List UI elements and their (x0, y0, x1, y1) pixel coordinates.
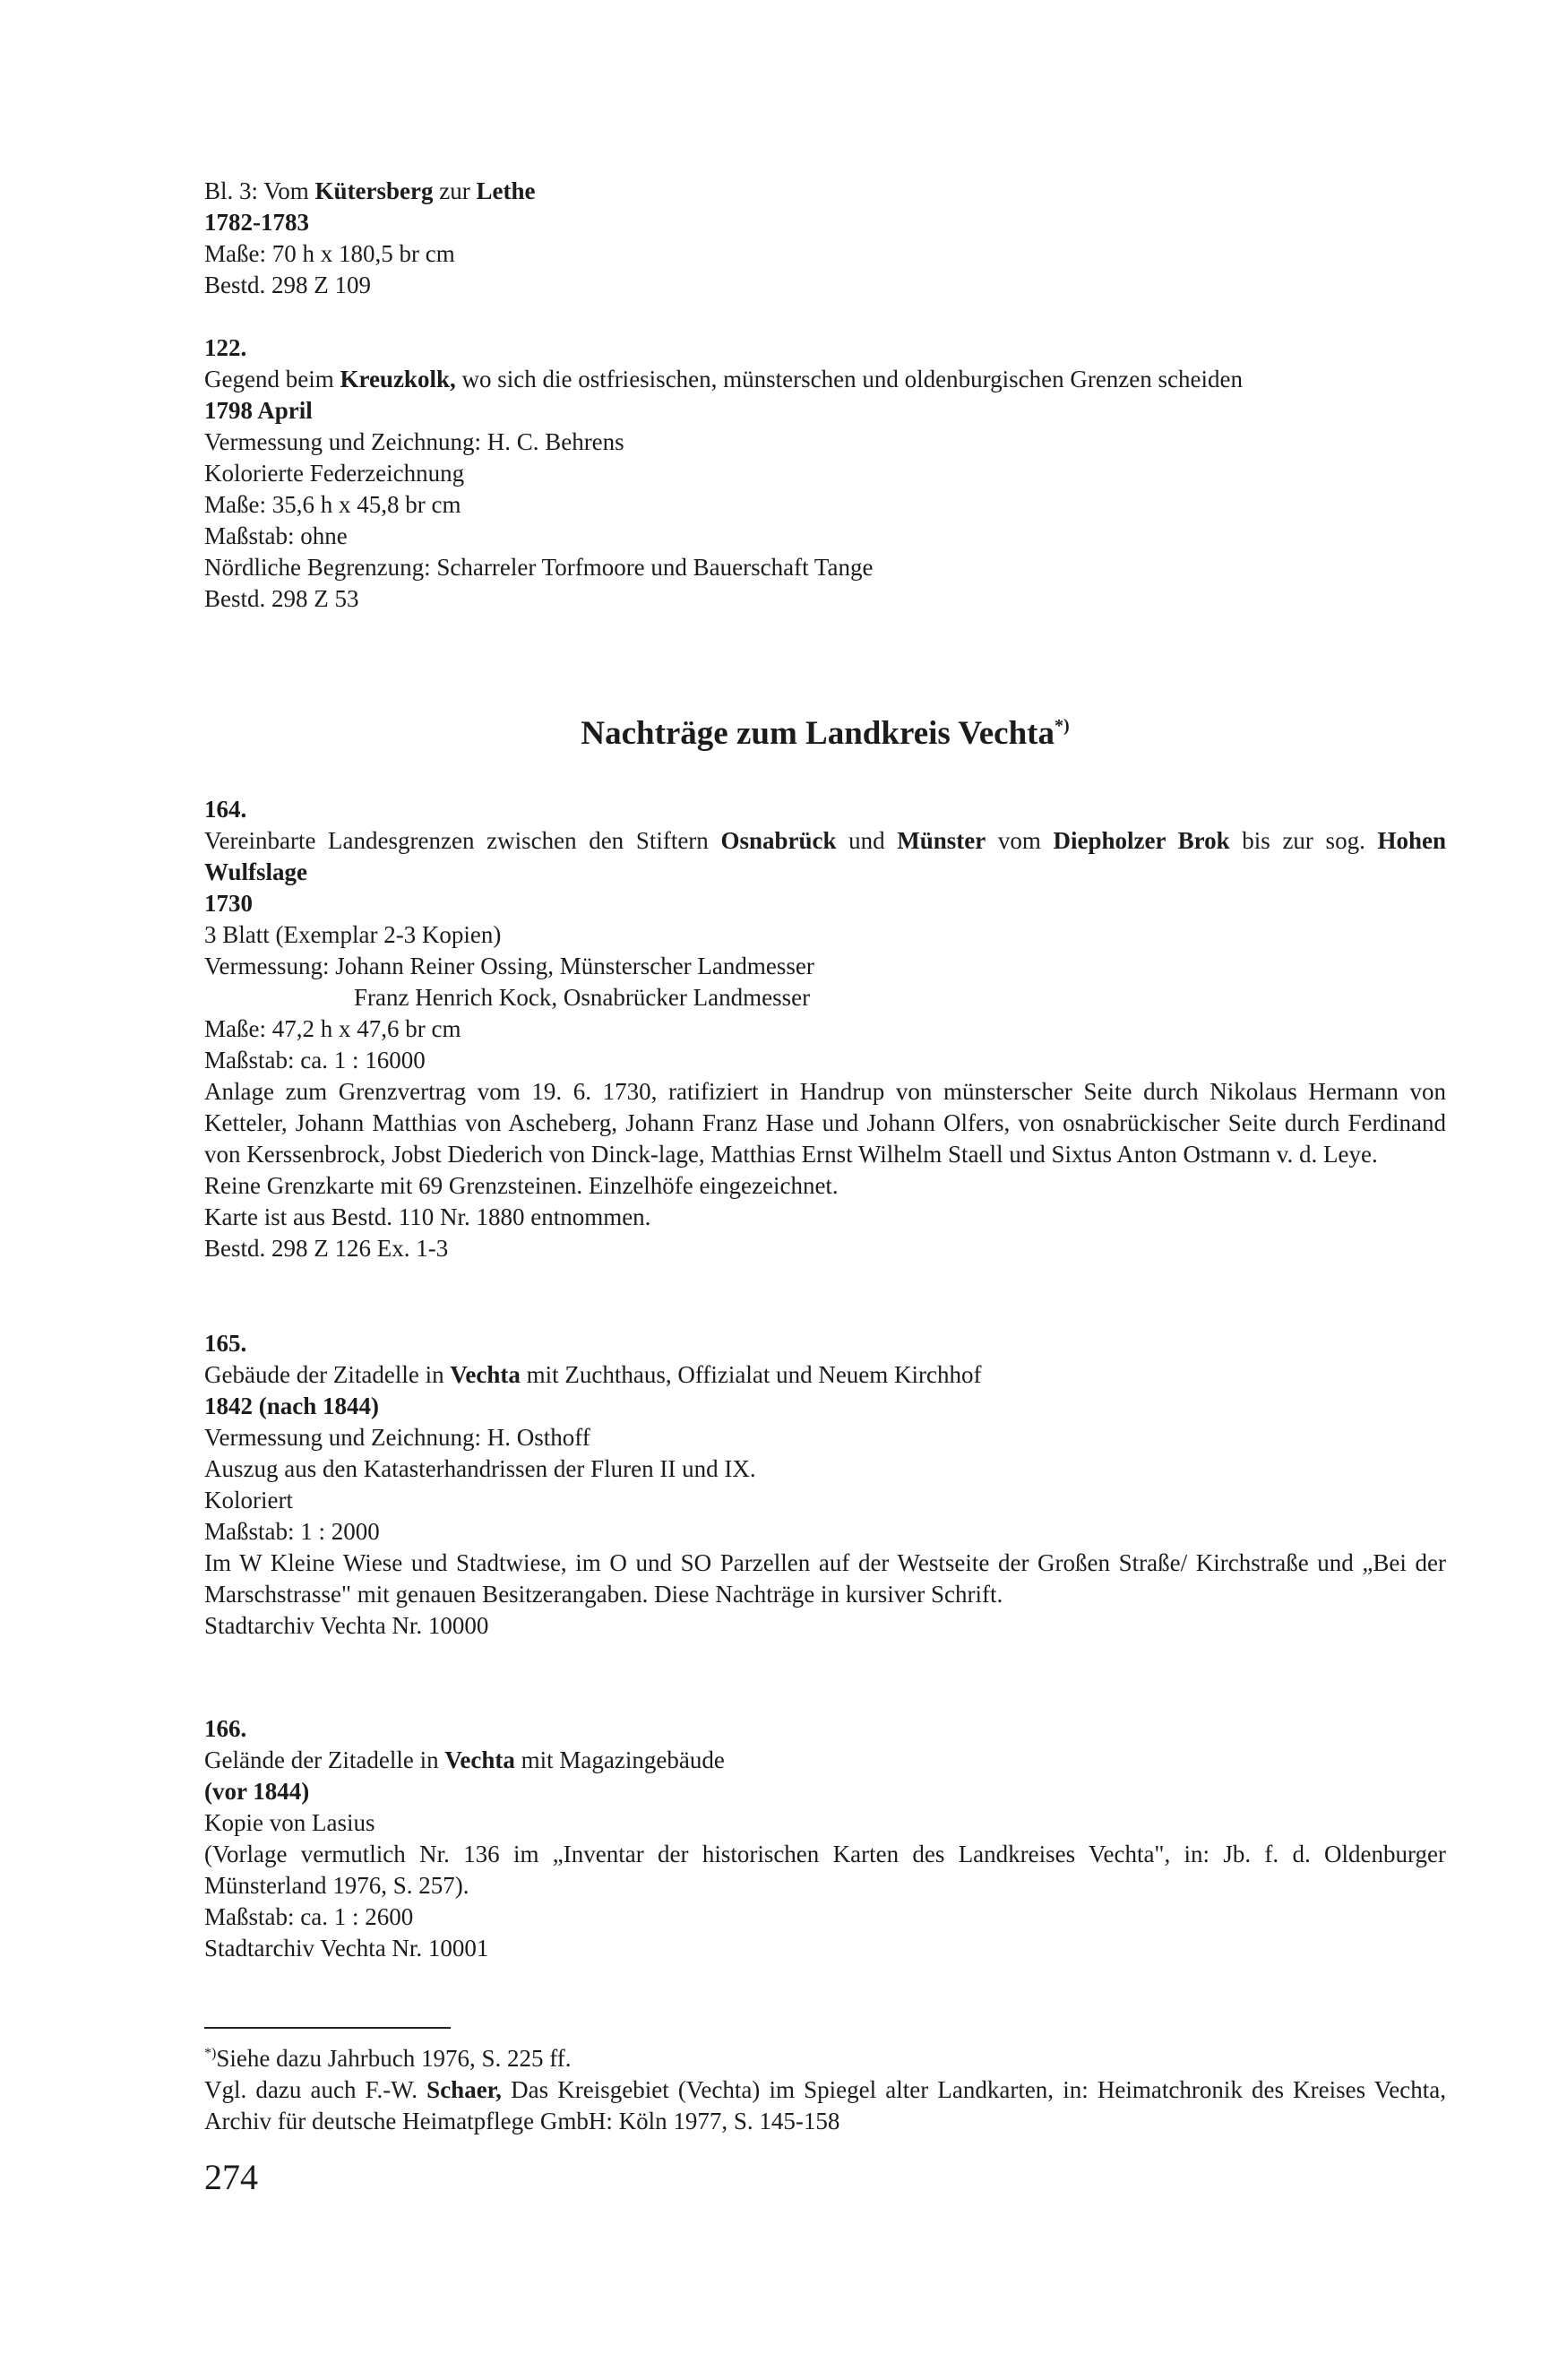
entry-survey: Vermessung und Zeichnung: H. C. Behrens (204, 428, 624, 455)
entry-boundary: Nördliche Begrenzung: Scharreler Torfmoore und Bauerschaft Tange (204, 554, 874, 581)
entry-reference: Bestd. 298 Z 109 (204, 272, 371, 298)
entry-date: 1842 (nach 1844) (204, 1393, 379, 1419)
entry-size: Maße: 47,2 h x 47,6 br cm (204, 1015, 461, 1042)
entry-date: 1782-1783 (204, 209, 309, 236)
entry-size: Maße: 35,6 h x 45,8 br cm (204, 491, 461, 518)
entry-note: Karte ist aus Bestd. 110 Nr. 1880 entnommen. (204, 1203, 651, 1230)
entry-165 (204, 1328, 1446, 1642)
entry-title: Bl. 3: Vom Kütersberg zur Lethe (204, 177, 536, 204)
entry-description: Gegend beim Kreuzkolk, wo sich die ostfriesischen, münsterschen und oldenburgischen Grenzen scheiden (204, 366, 1243, 392)
entry-166 (204, 1713, 1446, 1964)
entry-description: Gebäude der Zitadelle in Vechta mit Zuchthaus, Offizialat und Neuem Kirchhof (204, 1361, 982, 1388)
entry-date: (vor 1844) (204, 1778, 310, 1805)
footnote-line: *)Siehe dazu Jahrbuch 1976, S. 225 ff. (204, 2045, 572, 2072)
entry-reference: Stadtarchiv Vechta Nr. 10001 (204, 1935, 489, 1962)
section-heading: Nachträge zum Landkreis Vechta*) (581, 715, 1070, 752)
entry-size: Maße: 70 h x 180,5 br cm (204, 240, 455, 267)
entry-technique: Kolorierte Federzeichnung (204, 460, 465, 487)
entry-description: Gelände der Zitadelle in Vechta mit Magazingebäude (204, 1746, 725, 1773)
entry-reference: Stadtarchiv Vechta Nr. 10000 (204, 1612, 489, 1639)
entry-122 (204, 332, 1446, 615)
entry-number: 122. (204, 334, 247, 361)
entry-note: Reine Grenzkarte mit 69 Grenzsteinen. Einzelhöfe eingezeichnet. (204, 1172, 839, 1199)
entry-content: Im W Kleine Wiese und Stadtwiese, im O und SO Parzellen auf der Westseite der Großen Straße/ Kirchstraße und „Bei der Marschstrasse" mit genauen Besitzerangaben. Diese Nachträge in kursiver Schrift. (204, 1549, 1446, 1608)
entry-excerpt: Auszug aus den Katasterhandrissen der Fluren II und IX. (204, 1455, 756, 1482)
footnote-rule (204, 2027, 451, 2029)
entry-description: Vereinbarte Landesgrenzen zwischen den Stiftern Osnabrück und Münster vom Diepholzer Brok bis zur sog. Hohen Wulfslage (204, 827, 1446, 885)
entry-scale: Maßstab: ca. 1 : 2600 (204, 1903, 414, 1930)
entry-copy: Kopie von Lasius (204, 1809, 375, 1836)
entry-survey: Vermessung: Johann Reiner Ossing, Münsterscher Landmesser (204, 953, 814, 979)
entry-scale: Maßstab: ohne (204, 522, 348, 549)
footnote (204, 2038, 1446, 2137)
entry-annex: Anlage zum Grenzvertrag vom 19. 6. 1730, ratifiziert in Handrup von münsterscher Seite durch Nikolaus Hermann von Ketteler, Johann Matthias von Ascheberg, Johann Franz Hase und Johann Olfers, von osnabrückischer Seite durch Ferdinand von Kerssenbrock, Jobst Diederich von Dinck-lage, Matthias Ernst Wilhelm Staell und Sixtus Anton Ostmann v. d. Leye. (204, 1078, 1446, 1168)
footnote-citation: Vgl. dazu auch F.-W. Schaer, Das Kreisgebiet (Vechta) im Spiegel alter Landkarten, in: Heimatchronik des Kreises Vechta, Archiv für deutsche Heimatpflege GmbH: Köln 1977, S. 145-158 (204, 2076, 1446, 2134)
entry-number: 166. (204, 1715, 247, 1742)
entry-sheets: 3 Blatt (Exemplar 2-3 Kopien) (204, 921, 502, 948)
entry-source: (Vorlage vermutlich Nr. 136 im „Inventar der historischen Karten des Landkreises Vechta", in: Jb. f. d. Oldenburger Münsterland 1976, S. 257). (204, 1841, 1446, 1899)
entry-scale: Maßstab: ca. 1 : 16000 (204, 1047, 426, 1074)
entry-date: 1798 April (204, 397, 313, 424)
entry-164 (204, 794, 1446, 1264)
entry-reference: Bestd. 298 Z 126 Ex. 1-3 (204, 1235, 449, 1262)
entry-scale: Maßstab: 1 : 2000 (204, 1518, 380, 1545)
entry-reference: Bestd. 298 Z 53 (204, 585, 359, 612)
entry-survey: Vermessung und Zeichnung: H. Osthoff (204, 1424, 590, 1451)
entry-date: 1730 (204, 890, 253, 917)
page-number: 274 (204, 2157, 258, 2197)
entry-technique: Koloriert (204, 1487, 293, 1513)
entry-survey-second: Franz Henrich Kock, Osnabrücker Landmesser (354, 984, 811, 1011)
footnote-mark: *) (1054, 716, 1070, 736)
entry-previous (204, 176, 1446, 615)
entry-number: 164. (204, 796, 247, 823)
entry-number: 165. (204, 1330, 247, 1357)
